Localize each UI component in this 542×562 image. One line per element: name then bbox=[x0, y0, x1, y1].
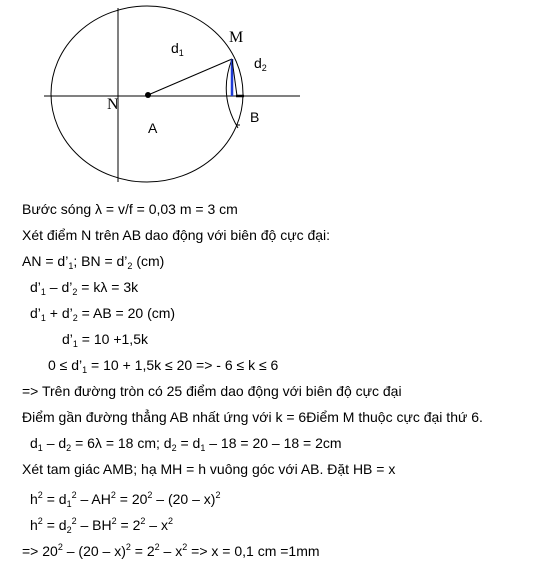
label-d2-sub: 2 bbox=[261, 63, 267, 73]
line-6-pre: 0 ≤ d’ bbox=[48, 357, 83, 373]
line-2-sub1: 1 bbox=[68, 261, 74, 271]
line-4-sub1: 1 bbox=[40, 313, 46, 323]
line-12-pre: h bbox=[30, 517, 38, 533]
line-1-text: Xét điểm N trên AB dao động với biên độ cực đại: bbox=[22, 227, 331, 243]
line-3-sub2: 2 bbox=[72, 287, 78, 297]
line-an-bn bbox=[22, 252, 164, 275]
line-13-post2: – x bbox=[159, 543, 183, 559]
line-12-sup4: 2 bbox=[140, 516, 146, 526]
line-9-post3: – 18 = 20 – 18 = 2cm bbox=[205, 435, 342, 451]
line-13-mid: – (20 – x) bbox=[62, 543, 126, 559]
line-solve-x bbox=[22, 538, 320, 560]
line-0-text: Bước sóng λ = v/f = 0,03 m = 3 cm bbox=[22, 201, 238, 217]
line-9-post: = 6λ = 18 cm; d bbox=[71, 435, 172, 451]
segment-am bbox=[148, 59, 232, 95]
line-11-sup3: 2 bbox=[110, 490, 116, 500]
line-2-post: (cm) bbox=[132, 253, 165, 269]
line-3-post: = kλ = 3k bbox=[77, 279, 139, 295]
line-3-mid: – d’ bbox=[45, 279, 73, 295]
line-11-sup4: 2 bbox=[147, 490, 153, 500]
line-9-sub4: 1 bbox=[200, 443, 206, 453]
line-13-sup1: 2 bbox=[57, 542, 63, 552]
line-h-squared-2 bbox=[30, 512, 173, 539]
line-4-mid: + d’ bbox=[45, 305, 73, 321]
line-triangle bbox=[22, 460, 395, 478]
line-11-post: – AH bbox=[76, 491, 111, 507]
label-b: B bbox=[250, 109, 260, 125]
line-d1-d2 bbox=[30, 434, 342, 457]
line-10-text: Xét tam giác AMB; hạ MH = h vuông góc với AB. Đặt HB = x bbox=[22, 461, 396, 477]
line-wavelength bbox=[22, 200, 238, 218]
line-11-sup5: 2 bbox=[215, 490, 221, 500]
line-6-mid: = 10 + 1,5k ≤ 20 => - 6 ≤ k ≤ 6 bbox=[87, 357, 279, 373]
line-13-post3: => x = 0,1 cm =1mm bbox=[187, 543, 320, 559]
line-13-pre: => 20 bbox=[22, 543, 58, 559]
line-12-sup5: 2 bbox=[167, 516, 173, 526]
line-12-post: – BH bbox=[76, 517, 112, 533]
figure-svg bbox=[0, 0, 542, 190]
label-d1-sub: 1 bbox=[178, 48, 184, 58]
line-12-post2: = 2 bbox=[116, 517, 141, 533]
line-12-sup2: 2 bbox=[71, 516, 77, 526]
line-12-mid: = d bbox=[42, 517, 67, 533]
line-3-pre: d’ bbox=[30, 279, 41, 295]
line-consider-n bbox=[22, 226, 330, 244]
line-4-post: = AB = 20 (cm) bbox=[77, 305, 176, 321]
line-8-text: Điểm gần đường thẳng AB nhất ứng với k = 6Điểm M thuộc cực đại thứ 6. bbox=[22, 409, 483, 425]
line-5-mid: = 10 +1,5k bbox=[77, 331, 148, 347]
line-12-sub2: 2 bbox=[66, 525, 72, 535]
label-d2 bbox=[254, 56, 267, 73]
line-25-points bbox=[22, 382, 402, 400]
line-13-sup3: 2 bbox=[154, 542, 160, 552]
line-11-post2: = 20 bbox=[115, 491, 148, 507]
line-h-squared-1 bbox=[30, 486, 220, 513]
line-2-sub2: 2 bbox=[127, 261, 133, 271]
line-11-sup1: 2 bbox=[37, 490, 43, 500]
line-12-sup1: 2 bbox=[37, 516, 43, 526]
line-11-pre: h bbox=[30, 491, 38, 507]
line-5-pre: d’ bbox=[62, 331, 73, 347]
line-12-sup3: 2 bbox=[111, 516, 117, 526]
line-closest-point bbox=[22, 408, 483, 426]
line-9-mid: – d bbox=[42, 435, 67, 451]
line-13-sup2: 2 bbox=[125, 542, 131, 552]
label-n: N bbox=[107, 96, 119, 113]
line-12-post3: – x bbox=[145, 517, 168, 533]
line-inequality bbox=[48, 356, 278, 379]
line-9-post2: = d bbox=[176, 435, 201, 451]
geometry-figure bbox=[0, 0, 542, 190]
line-2-mid: ; BN = d’ bbox=[73, 253, 128, 269]
label-a: A bbox=[148, 120, 158, 136]
line-9-sub1: 1 bbox=[37, 443, 43, 453]
line-9-sub3: 2 bbox=[171, 443, 177, 453]
line-9-pre: d bbox=[30, 435, 38, 451]
line-11-sub2: 1 bbox=[66, 499, 72, 509]
line-5-sub1: 1 bbox=[72, 339, 78, 349]
line-7-text: => Trên đường tròn có 25 điểm dao động với biên độ cực đại bbox=[22, 383, 402, 399]
line-sum bbox=[30, 304, 175, 327]
line-d1-value bbox=[62, 330, 148, 353]
line-6-sub1: 1 bbox=[82, 365, 88, 375]
line-4-sub2: 2 bbox=[72, 313, 78, 323]
line-9-sub2: 2 bbox=[66, 443, 72, 453]
line-13-post: = 2 bbox=[130, 543, 155, 559]
label-d2-base: d bbox=[254, 55, 262, 71]
line-3-sub1: 1 bbox=[40, 287, 46, 297]
line-4-pre: d’ bbox=[30, 305, 41, 321]
line-11-mid: = d bbox=[42, 491, 67, 507]
line-2-pre: AN = d’ bbox=[22, 253, 69, 269]
line-13-sup4: 2 bbox=[182, 542, 188, 552]
label-m: M bbox=[229, 29, 244, 46]
line-difference bbox=[30, 278, 138, 301]
label-d1-base: d bbox=[171, 40, 179, 56]
line-11-sup2: 2 bbox=[71, 490, 77, 500]
label-d1 bbox=[171, 41, 184, 58]
line-11-post3: – (20 – x) bbox=[152, 491, 216, 507]
